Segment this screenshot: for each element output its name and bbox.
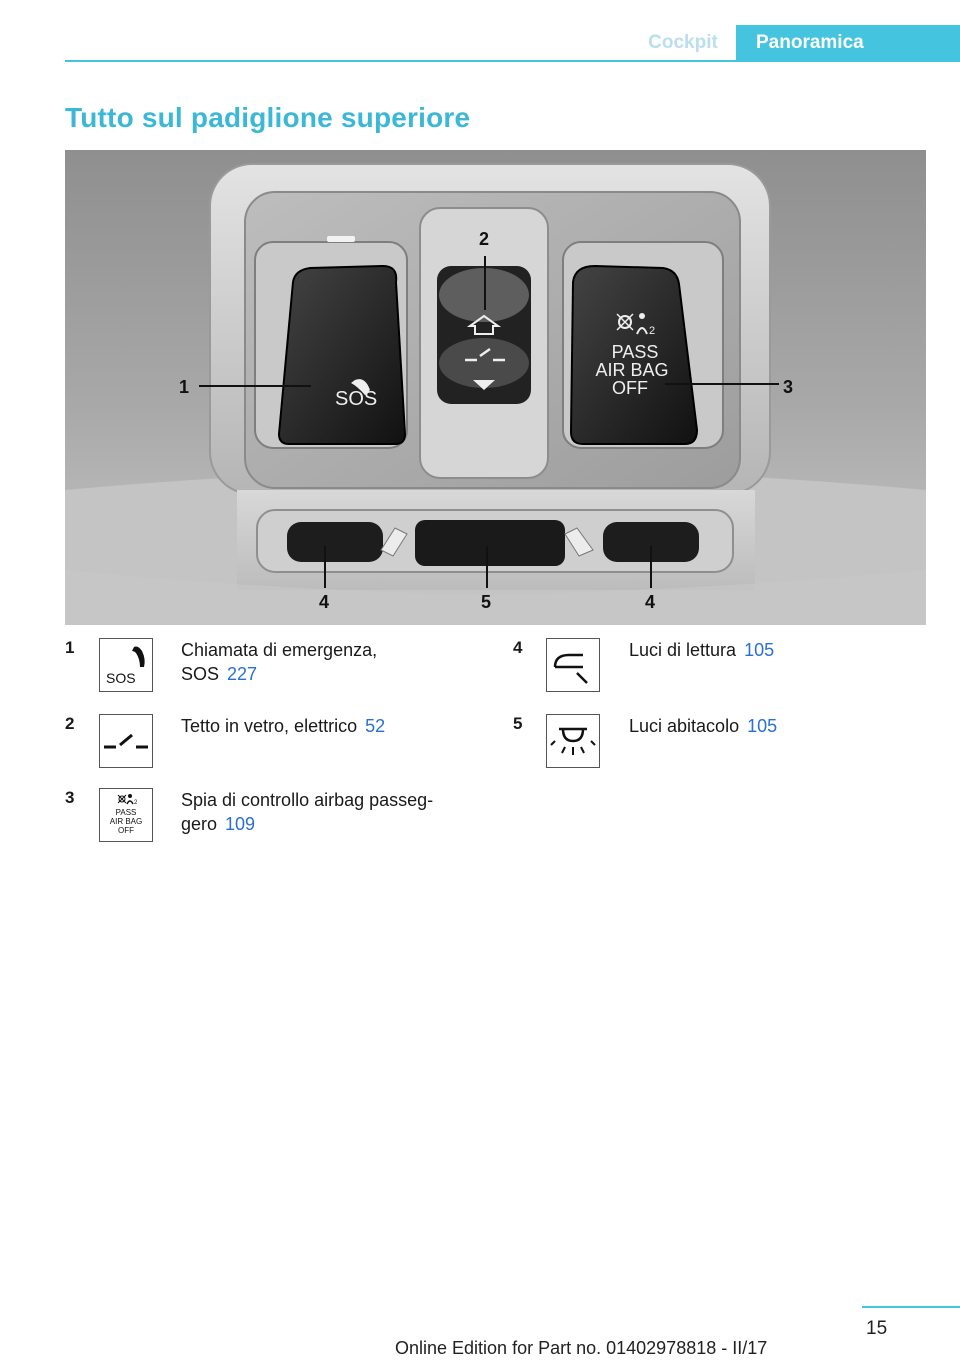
reading-light-icon bbox=[546, 638, 600, 692]
legend-text-line2: SOS bbox=[181, 664, 220, 684]
callout-2: 2 bbox=[479, 229, 490, 249]
page-reference-link[interactable]: 227 bbox=[227, 664, 258, 684]
legend-text: Chiamata di emergenza, bbox=[181, 640, 378, 660]
footer-rule bbox=[862, 1306, 960, 1308]
page-number: 15 bbox=[866, 1318, 888, 1339]
callout-4-left: 4 bbox=[319, 592, 330, 612]
legend-item-3 bbox=[65, 788, 485, 848]
legend-text-line2: gero bbox=[181, 814, 218, 834]
sos-icon bbox=[99, 638, 153, 692]
svg-text:AIR BAG: AIR BAG bbox=[109, 817, 143, 826]
svg-text:SOS: SOS bbox=[106, 670, 136, 686]
callout-1: 1 bbox=[179, 377, 190, 397]
svg-text:2: 2 bbox=[649, 325, 656, 337]
svg-text:PASS: PASS bbox=[611, 342, 659, 362]
legend-number: 5 bbox=[513, 714, 523, 733]
page-reference-link[interactable]: 105 bbox=[744, 640, 775, 660]
svg-text:AIR BAG: AIR BAG bbox=[595, 360, 669, 380]
callout-5: 5 bbox=[481, 592, 492, 612]
page-title: Tutto sul padiglione superiore bbox=[65, 102, 471, 133]
page-reference-link[interactable]: 109 bbox=[225, 814, 256, 834]
legend-item-1 bbox=[65, 638, 485, 698]
callout-3: 3 bbox=[783, 377, 794, 397]
glass-roof-icon bbox=[99, 714, 153, 768]
svg-text:OFF: OFF bbox=[612, 378, 648, 398]
footer-edition: Online Edition for Part no. 01402978818 - II/17 bbox=[395, 1338, 768, 1358]
legend-text: Luci di lettura bbox=[629, 640, 737, 660]
legend-number: 1 bbox=[65, 638, 75, 657]
legend-number: 3 bbox=[65, 788, 75, 807]
header-chapter-panoramica: Panoramica bbox=[736, 25, 960, 61]
interior-light-icon bbox=[546, 714, 600, 768]
svg-text:PASS: PASS bbox=[115, 808, 137, 817]
legend-text: Spia di controllo airbag passeg- bbox=[181, 790, 434, 810]
page-reference-link[interactable]: 52 bbox=[365, 716, 386, 736]
legend-number: 4 bbox=[513, 638, 523, 657]
legend-number: 2 bbox=[65, 714, 75, 733]
legend-item-5 bbox=[513, 714, 933, 774]
legend-item-4 bbox=[513, 638, 933, 698]
callout-4-right: 4 bbox=[645, 592, 656, 612]
legend-text: Tetto in vetro, elettrico bbox=[181, 716, 358, 736]
overhead-console-photo bbox=[65, 150, 926, 625]
svg-text:2: 2 bbox=[134, 800, 138, 806]
legend-text: Luci abitacolo bbox=[629, 716, 740, 736]
header-section-cockpit: Cockpit bbox=[648, 32, 718, 53]
passenger-airbag-off-icon bbox=[99, 788, 153, 842]
header-rule bbox=[65, 60, 960, 62]
sos-button-label: SOS bbox=[335, 388, 378, 410]
svg-text:OFF: OFF bbox=[118, 826, 134, 835]
legend-item-2 bbox=[65, 714, 485, 774]
page-reference-link[interactable]: 105 bbox=[747, 716, 778, 736]
